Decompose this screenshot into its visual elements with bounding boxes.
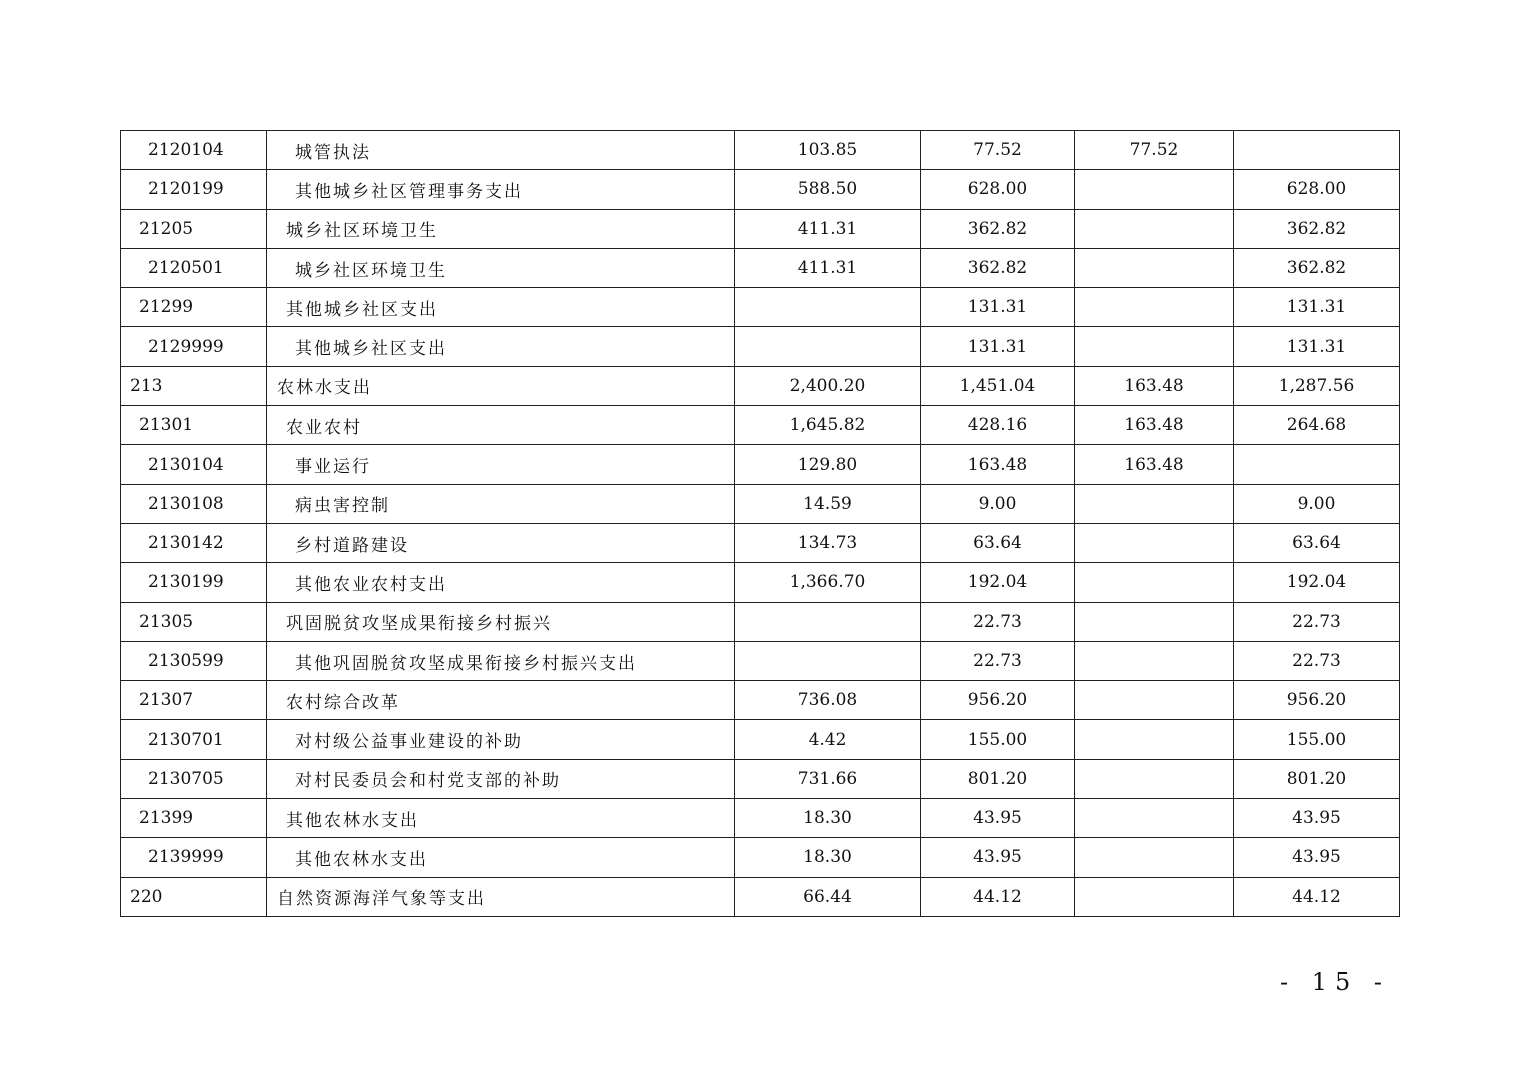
subject-name-cell: 其他农林水支出 (267, 838, 735, 877)
amount-cell-col-3 (1075, 799, 1234, 838)
amount-cell-col-2: 9.00 (921, 484, 1075, 523)
amount-cell-col-4: 131.31 (1234, 327, 1400, 366)
amount-cell-col-1: 134.73 (735, 523, 921, 562)
amount-cell-col-3 (1075, 681, 1234, 720)
amount-cell-col-3 (1075, 720, 1234, 759)
amount-cell-col-2: 77.52 (921, 131, 1075, 170)
amount-cell-col-2: 63.64 (921, 523, 1075, 562)
table-row (121, 799, 1400, 838)
amount-cell-col-4: 1,287.56 (1234, 366, 1400, 405)
amount-cell-col-4: 362.82 (1234, 248, 1400, 287)
subject-code-cell: 2130705 (121, 759, 267, 798)
amount-cell-col-3: 77.52 (1075, 131, 1234, 170)
amount-cell-col-2: 22.73 (921, 641, 1075, 680)
table-row (121, 759, 1400, 798)
amount-cell-col-3 (1075, 602, 1234, 641)
table-row (121, 131, 1400, 170)
amount-cell-col-2: 131.31 (921, 327, 1075, 366)
subject-name-cell: 对村级公益事业建设的补助 (267, 720, 735, 759)
amount-cell-col-4: 9.00 (1234, 484, 1400, 523)
subject-name-cell: 巩固脱贫攻坚成果衔接乡村振兴 (267, 602, 735, 641)
amount-cell-col-4: 155.00 (1234, 720, 1400, 759)
subject-name-cell: 城乡社区环境卫生 (267, 209, 735, 248)
amount-cell-col-2: 131.31 (921, 288, 1075, 327)
amount-cell-col-2: 428.16 (921, 406, 1075, 445)
subject-code-cell: 2120199 (121, 170, 267, 209)
table-row (121, 523, 1400, 562)
page-number: - 15 - (1279, 968, 1390, 996)
subject-code-cell: 2129999 (121, 327, 267, 366)
subject-code-cell: 213 (121, 366, 267, 405)
table-row (121, 877, 1400, 916)
amount-cell-col-2: 163.48 (921, 445, 1075, 484)
table-row (121, 170, 1400, 209)
amount-cell-col-2: 801.20 (921, 759, 1075, 798)
amount-cell-col-3 (1075, 288, 1234, 327)
amount-cell-col-4 (1234, 445, 1400, 484)
amount-cell-col-4: 63.64 (1234, 523, 1400, 562)
amount-cell-col-4 (1234, 131, 1400, 170)
subject-name-cell: 其他农林水支出 (267, 799, 735, 838)
amount-cell-col-3 (1075, 641, 1234, 680)
subject-code-cell: 21205 (121, 209, 267, 248)
amount-cell-col-4: 801.20 (1234, 759, 1400, 798)
amount-cell-col-3 (1075, 484, 1234, 523)
subject-code-cell: 2120501 (121, 248, 267, 287)
amount-cell-col-2: 44.12 (921, 877, 1075, 916)
amount-cell-col-2: 43.95 (921, 799, 1075, 838)
table-row (121, 681, 1400, 720)
subject-code-cell: 2130599 (121, 641, 267, 680)
subject-name-cell: 事业运行 (267, 445, 735, 484)
amount-cell-col-1: 1,645.82 (735, 406, 921, 445)
amount-cell-col-3 (1075, 838, 1234, 877)
table-row (121, 366, 1400, 405)
amount-cell-col-2: 362.82 (921, 248, 1075, 287)
table-row (121, 563, 1400, 602)
amount-cell-col-1 (735, 288, 921, 327)
subject-code-cell: 2130701 (121, 720, 267, 759)
amount-cell-col-3: 163.48 (1075, 445, 1234, 484)
amount-cell-col-4: 131.31 (1234, 288, 1400, 327)
amount-cell-col-3 (1075, 759, 1234, 798)
amount-cell-col-1: 18.30 (735, 799, 921, 838)
amount-cell-col-1: 18.30 (735, 838, 921, 877)
table-row (121, 445, 1400, 484)
subject-name-cell: 其他城乡社区管理事务支出 (267, 170, 735, 209)
amount-cell-col-4: 956.20 (1234, 681, 1400, 720)
amount-cell-col-2: 362.82 (921, 209, 1075, 248)
subject-name-cell: 其他农业农村支出 (267, 563, 735, 602)
table-row (121, 602, 1400, 641)
amount-cell-col-3 (1075, 248, 1234, 287)
budget-table (120, 130, 1400, 917)
amount-cell-col-1 (735, 602, 921, 641)
amount-cell-col-2: 43.95 (921, 838, 1075, 877)
amount-cell-col-2: 155.00 (921, 720, 1075, 759)
amount-cell-col-2: 22.73 (921, 602, 1075, 641)
amount-cell-col-3 (1075, 563, 1234, 602)
subject-code-cell: 2130142 (121, 523, 267, 562)
amount-cell-col-4: 362.82 (1234, 209, 1400, 248)
amount-cell-col-1: 411.31 (735, 209, 921, 248)
subject-name-cell: 农村综合改革 (267, 681, 735, 720)
amount-cell-col-3: 163.48 (1075, 366, 1234, 405)
amount-cell-col-3 (1075, 877, 1234, 916)
amount-cell-col-4: 192.04 (1234, 563, 1400, 602)
subject-name-cell: 农林水支出 (267, 366, 735, 405)
subject-code-cell: 2130199 (121, 563, 267, 602)
subject-name-cell: 其他城乡社区支出 (267, 327, 735, 366)
amount-cell-col-1: 14.59 (735, 484, 921, 523)
table-row (121, 406, 1400, 445)
amount-cell-col-2: 1,451.04 (921, 366, 1075, 405)
subject-code-cell: 21305 (121, 602, 267, 641)
amount-cell-col-3 (1075, 523, 1234, 562)
amount-cell-col-2: 628.00 (921, 170, 1075, 209)
amount-cell-col-2: 956.20 (921, 681, 1075, 720)
subject-name-cell: 其他巩固脱贫攻坚成果衔接乡村振兴支出 (267, 641, 735, 680)
amount-cell-col-3 (1075, 327, 1234, 366)
amount-cell-col-4: 44.12 (1234, 877, 1400, 916)
amount-cell-col-4: 264.68 (1234, 406, 1400, 445)
subject-code-cell: 21301 (121, 406, 267, 445)
table-row (121, 720, 1400, 759)
subject-name-cell: 病虫害控制 (267, 484, 735, 523)
subject-name-cell: 其他城乡社区支出 (267, 288, 735, 327)
amount-cell-col-1 (735, 327, 921, 366)
subject-name-cell: 对村民委员会和村党支部的补助 (267, 759, 735, 798)
amount-cell-col-1 (735, 641, 921, 680)
table-row (121, 327, 1400, 366)
subject-name-cell: 城乡社区环境卫生 (267, 248, 735, 287)
amount-cell-col-1: 2,400.20 (735, 366, 921, 405)
amount-cell-col-1: 66.44 (735, 877, 921, 916)
table-row (121, 209, 1400, 248)
amount-cell-col-4: 628.00 (1234, 170, 1400, 209)
subject-name-cell: 城管执法 (267, 131, 735, 170)
table-row (121, 484, 1400, 523)
amount-cell-col-1: 103.85 (735, 131, 921, 170)
table-row (121, 641, 1400, 680)
table-row (121, 248, 1400, 287)
subject-name-cell: 乡村道路建设 (267, 523, 735, 562)
table-row (121, 288, 1400, 327)
amount-cell-col-4: 22.73 (1234, 602, 1400, 641)
subject-name-cell: 自然资源海洋气象等支出 (267, 877, 735, 916)
amount-cell-col-3 (1075, 209, 1234, 248)
amount-cell-col-3: 163.48 (1075, 406, 1234, 445)
amount-cell-col-2: 192.04 (921, 563, 1075, 602)
amount-cell-col-1: 1,366.70 (735, 563, 921, 602)
amount-cell-col-1: 4.42 (735, 720, 921, 759)
amount-cell-col-1: 736.08 (735, 681, 921, 720)
table-row (121, 838, 1400, 877)
amount-cell-col-1: 588.50 (735, 170, 921, 209)
subject-code-cell: 220 (121, 877, 267, 916)
subject-code-cell: 21399 (121, 799, 267, 838)
amount-cell-col-4: 22.73 (1234, 641, 1400, 680)
subject-code-cell: 2130108 (121, 484, 267, 523)
amount-cell-col-1: 129.80 (735, 445, 921, 484)
budget-table-body (121, 131, 1400, 917)
amount-cell-col-4: 43.95 (1234, 838, 1400, 877)
subject-name-cell: 农业农村 (267, 406, 735, 445)
amount-cell-col-3 (1075, 170, 1234, 209)
subject-code-cell: 2139999 (121, 838, 267, 877)
subject-code-cell: 2120104 (121, 131, 267, 170)
subject-code-cell: 2130104 (121, 445, 267, 484)
amount-cell-col-4: 43.95 (1234, 799, 1400, 838)
amount-cell-col-1: 731.66 (735, 759, 921, 798)
subject-code-cell: 21299 (121, 288, 267, 327)
amount-cell-col-1: 411.31 (735, 248, 921, 287)
subject-code-cell: 21307 (121, 681, 267, 720)
